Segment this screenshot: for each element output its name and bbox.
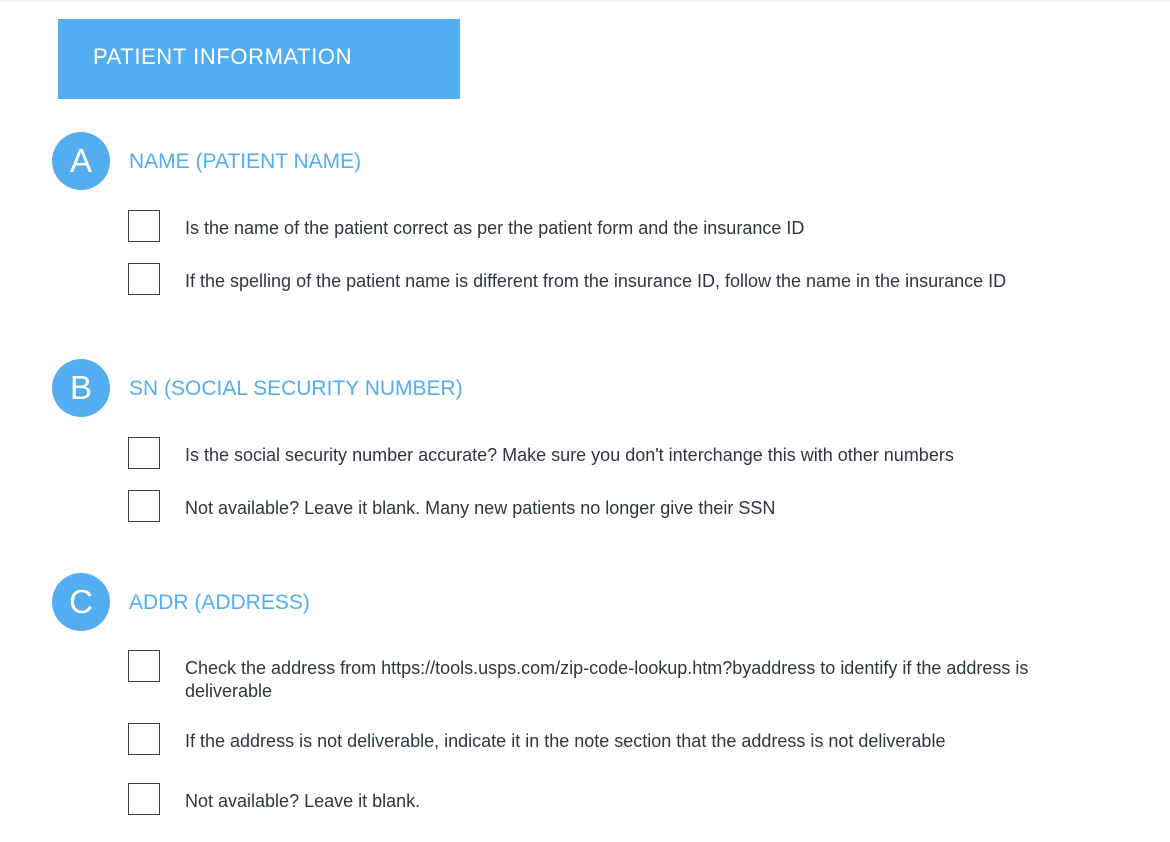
checklist-item-text: Not available? Leave it blank. (185, 791, 421, 811)
checklist-item-text: Is the name of the patient correct as per the patient form and the insurance ID (185, 218, 805, 238)
section-a-header (52, 132, 752, 190)
checkbox[interactable] (128, 783, 160, 815)
section-c-header (52, 573, 752, 631)
checklist-item-text: Not available? Leave it blank. Many new patients no longer give their SSN (185, 498, 776, 518)
section-b-header (52, 359, 752, 417)
section-b-title: SN (SOCIAL SECURITY NUMBER) (129, 377, 463, 400)
checklist-item-text: If the spelling of the patient name is different from the insurance ID, follow the name in the insurance ID (185, 271, 1007, 291)
checkbox[interactable] (128, 210, 160, 242)
section-banner (58, 19, 460, 99)
section-c-title: ADDR (ADDRESS) (129, 591, 310, 614)
checkbox[interactable] (128, 650, 160, 682)
banner-title: PATIENT INFORMATION (93, 44, 353, 69)
checklist-item-text: If the address is not deliverable, indicate it in the note section that the address is not deliverable (185, 731, 946, 751)
checkbox[interactable] (128, 263, 160, 295)
checklist-item-text: Check the address from https://tools.usps.com/zip-code-lookup.htm?byaddress to identify if the address is deliverable (185, 658, 1029, 701)
checkbox[interactable] (128, 437, 160, 469)
checklist-item-text: Is the social security number accurate? Make sure you don't interchange this with other numbers (185, 445, 954, 465)
top-divider (0, 0, 1170, 2)
section-b-badge: B (52, 359, 110, 417)
checkbox[interactable] (128, 723, 160, 755)
section-a-badge: A (52, 132, 110, 190)
section-c-badge: C (52, 573, 110, 631)
section-a-title: NAME (PATIENT NAME) (129, 150, 362, 173)
checkbox[interactable] (128, 490, 160, 522)
